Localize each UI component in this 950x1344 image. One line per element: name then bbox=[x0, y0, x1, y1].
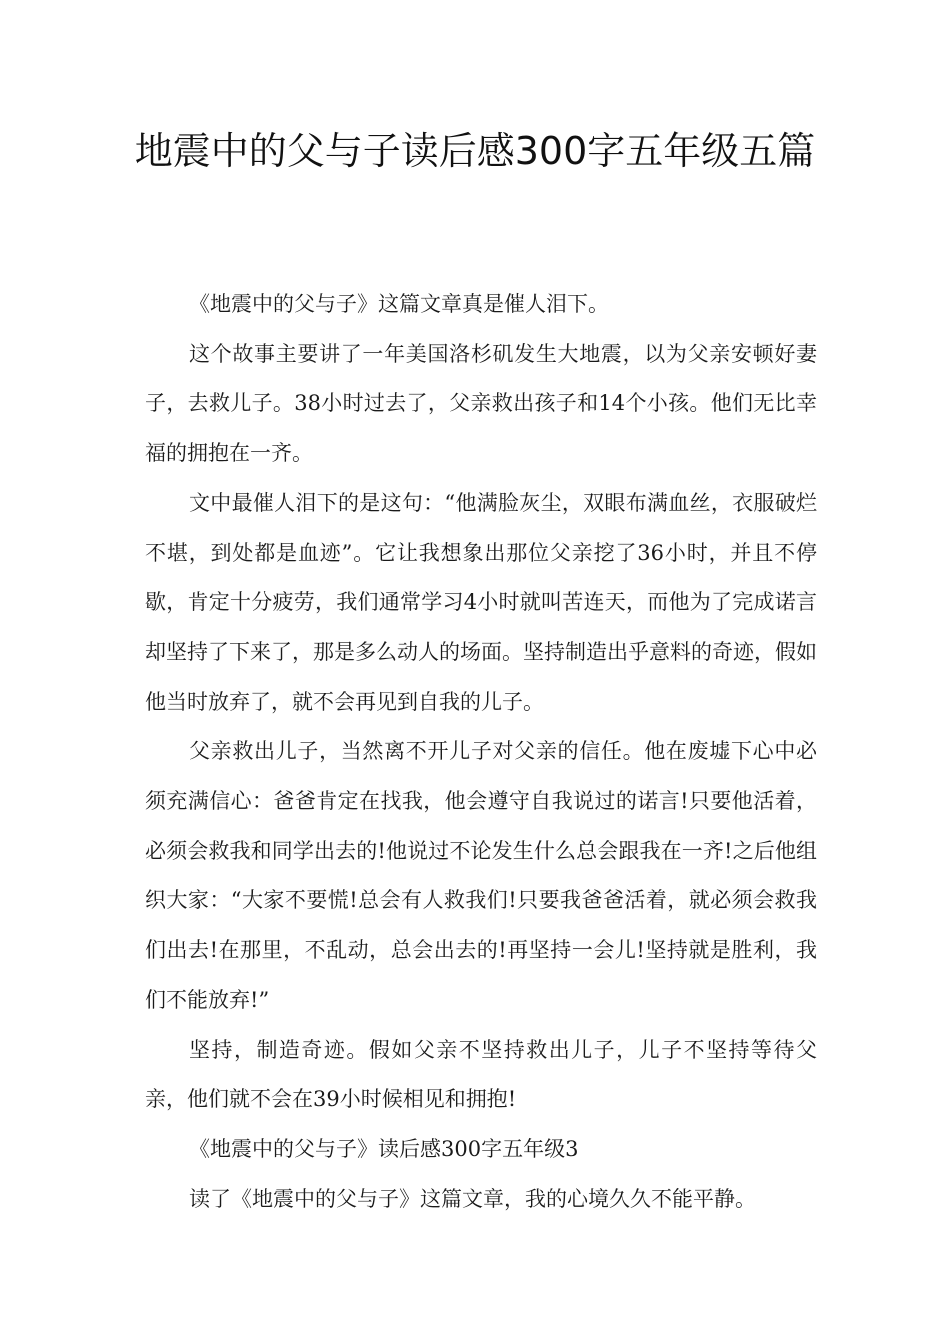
document-title: 地震中的父与子读后感300字五年级五篇 bbox=[134, 129, 816, 173]
paragraph: 《地震中的父与子》这篇文章真是催人泪下。 bbox=[189, 292, 609, 316]
paragraph: 读了《地震中的父与子》这篇文章，我的心境久久不能平静。 bbox=[189, 1186, 756, 1211]
paragraph: 这个故事主要讲了一年美国洛杉矶发生大地震，以为父亲安顿好妻子，去救儿子。38小时过去了，父亲救出孩子和14个小孩。他们无比幸福的拥抱在一齐。 bbox=[145, 341, 817, 466]
paragraph: 父亲救出儿子，当然离不开儿子对父亲的信任。他在废墟下心中必须充满信心：爸爸肯定在找我，他会遵守自我说过的诺言!只要他活着，必须会救我和同学出去的!他说过不论发生什么总会跟我在一齐!之后他组织大家：“大家不要慌!总会有人救我们!只要我爸爸活着，就必须会救我们出去!在那里，不乱动，总会出去的!再坚持一会儿!坚持就是胜利，我们不能放弃!” bbox=[145, 739, 817, 1012]
paragraph: 文中最催人泪下的是这句：“他满脸灰尘，双眼布满血丝，衣服破烂不堪，到处都是血迹”。它让我想象出那位父亲挖了36小时，并且不停歇，肯定十分疲劳，我们通常学习4小时就叫苦连天，而他为了完成诺言却坚持了下来了，那是多么动人的场面。坚持制造出乎意料的奇迹，假如他当时放弃了，就不会再见到自我的儿子。 bbox=[145, 490, 817, 714]
document-body bbox=[145, 280, 817, 1224]
section-heading: 《地震中的父与子》读后感300字五年级3 bbox=[189, 1136, 579, 1161]
paragraph: 坚持，制造奇迹。假如父亲不坚持救出儿子，儿子不坚持等待父亲，他们就不会在39小时候相见和拥抱! bbox=[145, 1037, 817, 1112]
